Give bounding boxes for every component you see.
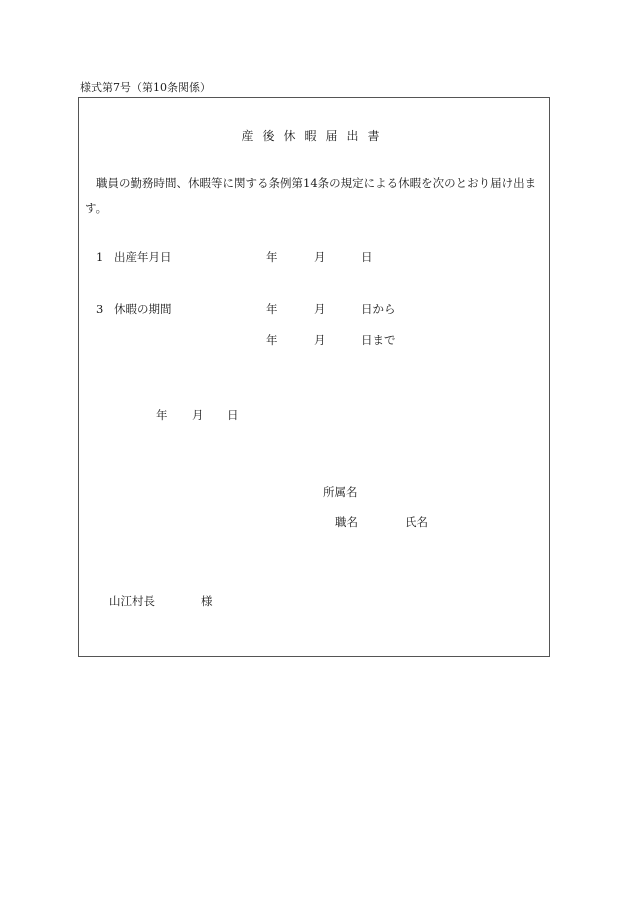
birth-date-year-unit: 年 xyxy=(266,250,278,264)
filing-month-unit: 月 xyxy=(192,408,204,422)
filing-year-unit: 年 xyxy=(156,408,168,422)
leave-start-year-unit: 年 xyxy=(266,302,278,316)
leave-period-label: 休暇の期間 xyxy=(114,302,172,316)
affiliation-label: 所属名 xyxy=(323,485,358,499)
body-text-line-2: す。 xyxy=(85,201,108,215)
filing-day-unit: 日 xyxy=(227,408,239,422)
birth-date-label: 出産年月日 xyxy=(114,250,172,264)
leave-end-year-unit: 年 xyxy=(266,333,278,347)
leave-end-day-unit: 日まで xyxy=(361,333,396,347)
form-title: 産後休暇届出書 xyxy=(241,129,389,143)
honorific: 様 xyxy=(201,594,213,608)
form-label: 様式第7号（第10条関係） xyxy=(80,81,211,94)
leave-start-month-unit: 月 xyxy=(314,302,326,316)
leave-period-number: 3 xyxy=(96,302,104,316)
leave-end-month-unit: 月 xyxy=(314,333,326,347)
name-label: 氏名 xyxy=(405,515,428,529)
birth-date-number: 1 xyxy=(96,250,104,264)
position-label: 職名 xyxy=(335,515,358,529)
addressee: 山江村長 xyxy=(109,594,155,608)
leave-start-day-unit: 日から xyxy=(361,302,396,316)
birth-date-month-unit: 月 xyxy=(314,250,326,264)
body-text-line-1: 職員の勤務時間、休暇等に関する条例第14条の規定による休暇を次のとおり届け出ま xyxy=(96,176,537,190)
birth-date-day-unit: 日 xyxy=(361,250,373,264)
